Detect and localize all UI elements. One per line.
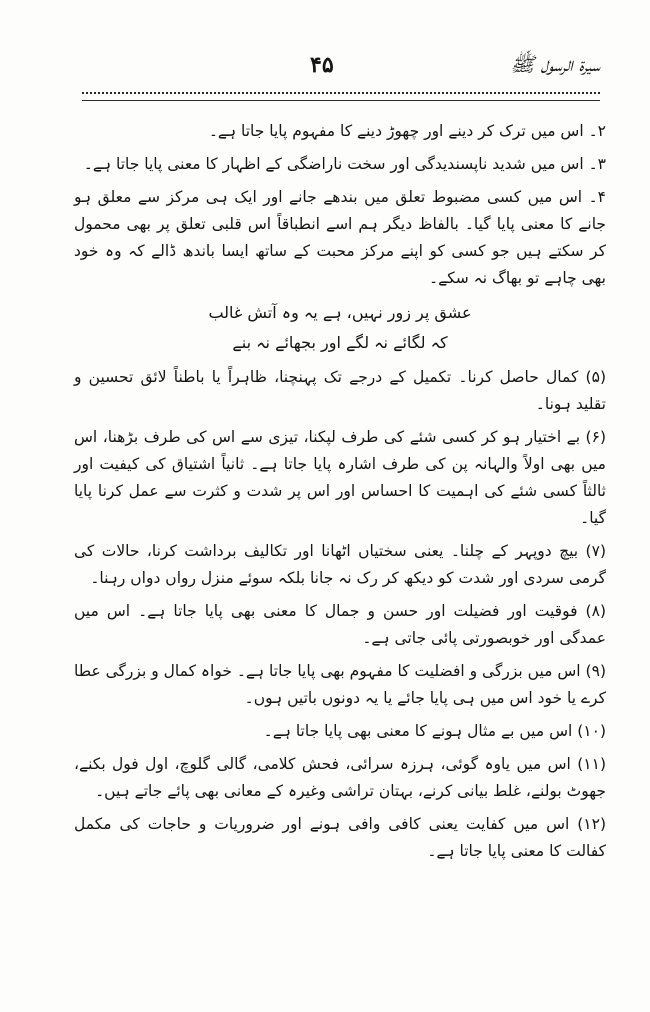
running-title: سیرۃ الرسول ﷺ xyxy=(510,52,600,76)
paragraph-11: (۱۱) اس میں یاوہ گوئی، ہرزہ سرائی، فحش کلامی، گالی گلوچ، اول فول بکنے، جھوٹ بولنے، غلط بیانی کرنے، بہتان تراشی وغیرہ کے معانی بھی پائے جاتے ہیں۔ xyxy=(74,755,606,800)
paragraph-8: (۸) فوقیت اور فضیلت اور حسن و جمال کا معنی بھی پایا جاتا ہے۔ اس میں عمدگی اور خوبصورتی پائی جاتی ہے۔ xyxy=(74,602,606,647)
paragraph-2: ۲۔ اس میں ترک کر دینے اور چھوڑ دینے کا مفہوم پایا جاتا ہے۔ xyxy=(208,122,606,140)
poetry-couplet xyxy=(74,298,606,358)
paragraph-9: (۹) اس میں بزرگی و افضلیت کا مفہوم بھی پایا جاتا ہے۔ خواہ کمال و بزرگی عطا کرے یا خود اس میں ہی پایا جائے یا یہ دونوں باتیں ہوں۔ xyxy=(74,662,606,707)
paragraph-10: (۱۰) اس میں بے مثال ہونے کا معنی بھی پایا جاتا ہے۔ xyxy=(263,722,606,740)
paragraph-7: (۷) بیچ دوپہر کے چلنا۔ یعنی سختیاں اٹھانا اور تکالیف برداشت کرنا، حالات کی گرمی سردی اور شدت کو دیکھ کر رک نہ جانا بلکہ سوئے منزل رواں دواں رہنا۔ xyxy=(74,542,606,587)
paragraph-3: ۳۔ اس میں شدید ناپسندیدگی اور سخت ناراضگی کے اظہار کا معنی پایا جاتا ہے۔ xyxy=(83,155,606,173)
couplet-line-2: کہ لگائے نہ لگے اور بجھائے نہ بنے xyxy=(232,333,448,352)
page-body xyxy=(74,118,606,871)
page-header xyxy=(80,52,600,92)
paragraph-6: (۶) بے اختیار ہو کر کسی شئے کی طرف لپکنا، تیزی سے اس کی طرف بڑھنا، اس میں بھی اولاً والہانہ پن کی طرف اشارہ پایا جاتا ہے۔ ثانیاً اشتیاق کی کیفیت اور ثالثاً کسی شئے کی اہمیت کا احساس اور اس پر شدت و کثرت سے عمل کرنا پایا گیا۔ xyxy=(74,428,606,527)
header-divider xyxy=(82,92,600,101)
paragraph-12: (۱۲) اس میں کفایت یعنی کافی وافی ہونے اور ضروریات و حاجات کی مکمل کفالت کا معنی پایا جاتا ہے۔ xyxy=(74,815,606,860)
paragraph-5: (۵) کمال حاصل کرنا۔ تکمیل کے درجے تک پہنچنا، ظاہراً یا باطناً لائق تحسین و تقلید ہونا۔ xyxy=(74,368,606,413)
couplet-line-1: عشق پر زور نہیں، ہے یہ وہ آتش غالب xyxy=(208,303,472,322)
paragraph-4: ۴۔ اس میں کسی مضبوط تعلق میں بندھے جانے اور ایک ہی مرکز سے معلق ہو جانے کا معنی پایا گیا۔ بالفاظ دیگر ہم اسے انطباقاً اس قلبی تعلق پر بھی محمول کر سکتے ہیں جو کسی کو اپنے مرکز محبت کے ساتھ ایسا باندھ ڈالے کہ وہ خود بھی چاہے تو بھاگ نہ سکے۔ xyxy=(74,188,606,287)
page-number: ۴۵ xyxy=(310,52,334,78)
